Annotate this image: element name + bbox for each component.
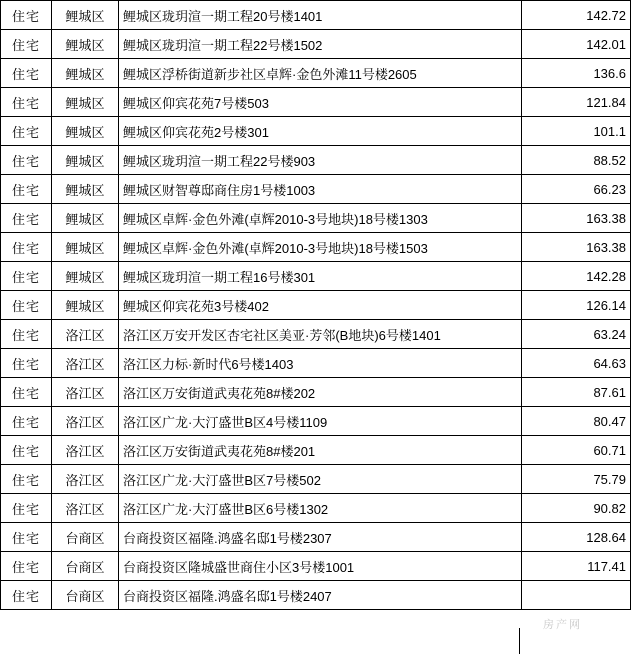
table-row[interactable] bbox=[1, 59, 631, 88]
cell-area[interactable]: 90.82 bbox=[522, 494, 631, 523]
table-row[interactable] bbox=[1, 552, 631, 581]
cell-type[interactable]: 住宅 bbox=[1, 523, 52, 552]
cell-area[interactable]: 163.38 bbox=[522, 233, 631, 262]
cell-address[interactable]: 洛江区万安开发区杏宅社区美亚·芳邻(B地块)6号楼1401 bbox=[119, 320, 522, 349]
cell-type[interactable]: 住宅 bbox=[1, 175, 52, 204]
table-row[interactable] bbox=[1, 291, 631, 320]
cell-district[interactable]: 洛江区 bbox=[52, 378, 119, 407]
table-row[interactable] bbox=[1, 30, 631, 59]
cell-address[interactable]: 台商投资区福隆.鸿盛名邸1号楼2407 bbox=[119, 581, 522, 610]
cell-district[interactable]: 鲤城区 bbox=[52, 1, 119, 30]
table-row[interactable] bbox=[1, 581, 631, 610]
cell-district[interactable]: 鲤城区 bbox=[52, 175, 119, 204]
cell-area[interactable]: 101.1 bbox=[522, 117, 631, 146]
cell-area[interactable]: 136.6 bbox=[522, 59, 631, 88]
cell-area[interactable]: 117.41 bbox=[522, 552, 631, 581]
cell-district[interactable]: 洛江区 bbox=[52, 494, 119, 523]
text-cursor bbox=[519, 628, 520, 654]
cell-type[interactable]: 住宅 bbox=[1, 552, 52, 581]
cell-address[interactable]: 鲤城区珑玥渲一期工程20号楼1401 bbox=[119, 1, 522, 30]
table-body bbox=[1, 1, 631, 610]
cell-type[interactable]: 住宅 bbox=[1, 59, 52, 88]
table-row[interactable] bbox=[1, 175, 631, 204]
cell-address[interactable]: 洛江区广龙·大汀盛世B区7号楼502 bbox=[119, 465, 522, 494]
cell-type[interactable]: 住宅 bbox=[1, 581, 52, 610]
cell-district[interactable]: 洛江区 bbox=[52, 407, 119, 436]
cell-type[interactable]: 住宅 bbox=[1, 117, 52, 146]
cell-area[interactable]: 75.79 bbox=[522, 465, 631, 494]
cell-type[interactable]: 住宅 bbox=[1, 262, 52, 291]
cell-type[interactable]: 住宅 bbox=[1, 88, 52, 117]
cell-type[interactable]: 住宅 bbox=[1, 436, 52, 465]
cell-area[interactable]: 121.84 bbox=[522, 88, 631, 117]
cell-district[interactable]: 台商区 bbox=[52, 581, 119, 610]
cell-district[interactable]: 鲤城区 bbox=[52, 204, 119, 233]
cell-area[interactable]: 64.63 bbox=[522, 349, 631, 378]
cell-district[interactable]: 洛江区 bbox=[52, 320, 119, 349]
cell-address[interactable]: 鲤城区仰宾花苑7号楼503 bbox=[119, 88, 522, 117]
table-row[interactable] bbox=[1, 204, 631, 233]
cell-district[interactable]: 洛江区 bbox=[52, 349, 119, 378]
cell-address[interactable]: 鲤城区仰宾花苑2号楼301 bbox=[119, 117, 522, 146]
table-row[interactable] bbox=[1, 88, 631, 117]
cell-address[interactable]: 鲤城区珑玥渲一期工程22号楼1502 bbox=[119, 30, 522, 59]
table-row[interactable] bbox=[1, 262, 631, 291]
cell-area[interactable]: 128.64 bbox=[522, 523, 631, 552]
cell-district[interactable]: 台商区 bbox=[52, 523, 119, 552]
cell-district[interactable]: 鲤城区 bbox=[52, 117, 119, 146]
cell-area[interactable]: 80.47 bbox=[522, 407, 631, 436]
cell-type[interactable]: 住宅 bbox=[1, 349, 52, 378]
cell-district[interactable]: 鲤城区 bbox=[52, 59, 119, 88]
watermark: 房产网 bbox=[543, 619, 582, 631]
cell-district[interactable]: 鲤城区 bbox=[52, 262, 119, 291]
cell-district[interactable]: 鲤城区 bbox=[52, 233, 119, 262]
cell-address[interactable]: 洛江区力标·新时代6号楼1403 bbox=[119, 349, 522, 378]
cell-type[interactable]: 住宅 bbox=[1, 407, 52, 436]
table-row[interactable] bbox=[1, 146, 631, 175]
cell-type[interactable]: 住宅 bbox=[1, 30, 52, 59]
cell-district[interactable]: 鲤城区 bbox=[52, 146, 119, 175]
cell-address[interactable]: 洛江区万安街道武夷花苑8#楼201 bbox=[119, 436, 522, 465]
table-row[interactable] bbox=[1, 349, 631, 378]
cell-area[interactable]: 163.38 bbox=[522, 204, 631, 233]
cell-area[interactable]: 66.23 bbox=[522, 175, 631, 204]
cell-type[interactable]: 住宅 bbox=[1, 204, 52, 233]
cell-area[interactable]: 142.28 bbox=[522, 262, 631, 291]
cell-type[interactable]: 住宅 bbox=[1, 494, 52, 523]
table-row[interactable] bbox=[1, 1, 631, 30]
cell-type[interactable]: 住宅 bbox=[1, 146, 52, 175]
cell-type[interactable]: 住宅 bbox=[1, 233, 52, 262]
cell-address[interactable]: 鲤城区仰宾花苑3号楼402 bbox=[119, 291, 522, 320]
cell-district[interactable]: 洛江区 bbox=[52, 436, 119, 465]
cell-address[interactable]: 台商投资区隆城盛世商住小区3号楼1001 bbox=[119, 552, 522, 581]
cell-address[interactable]: 洛江区万安街道武夷花苑8#楼202 bbox=[119, 378, 522, 407]
cell-area[interactable]: 88.52 bbox=[522, 146, 631, 175]
cell-type[interactable]: 住宅 bbox=[1, 465, 52, 494]
cell-address[interactable]: 鲤城区珑玥渲一期工程16号楼301 bbox=[119, 262, 522, 291]
cell-type[interactable]: 住宅 bbox=[1, 320, 52, 349]
cell-district[interactable]: 台商区 bbox=[52, 552, 119, 581]
table-row[interactable] bbox=[1, 320, 631, 349]
cell-district[interactable]: 洛江区 bbox=[52, 465, 119, 494]
table-row[interactable] bbox=[1, 494, 631, 523]
cell-area[interactable]: 142.72 bbox=[522, 1, 631, 30]
table-row[interactable] bbox=[1, 378, 631, 407]
cell-address[interactable]: 鲤城区浮桥街道新步社区卓辉·金色外滩11号楼2605 bbox=[119, 59, 522, 88]
cell-type[interactable]: 住宅 bbox=[1, 1, 52, 30]
cell-address[interactable]: 鲤城区卓辉·金色外滩(卓辉2010-3号地块)18号楼1503 bbox=[119, 233, 522, 262]
cell-address[interactable]: 鲤城区卓辉·金色外滩(卓辉2010-3号地块)18号楼1303 bbox=[119, 204, 522, 233]
cell-area[interactable]: 142.01 bbox=[522, 30, 631, 59]
table-row[interactable] bbox=[1, 233, 631, 262]
cell-area[interactable]: 63.24 bbox=[522, 320, 631, 349]
cell-district[interactable]: 鲤城区 bbox=[52, 88, 119, 117]
cell-area[interactable]: 60.71 bbox=[522, 436, 631, 465]
cell-area[interactable]: 126.14 bbox=[522, 291, 631, 320]
table-row[interactable] bbox=[1, 436, 631, 465]
cell-address[interactable]: 洛江区广龙·大汀盛世B区4号楼1109 bbox=[119, 407, 522, 436]
cell-type[interactable]: 住宅 bbox=[1, 291, 52, 320]
cell-district[interactable]: 鲤城区 bbox=[52, 30, 119, 59]
cell-type[interactable]: 住宅 bbox=[1, 378, 52, 407]
cell-district[interactable]: 鲤城区 bbox=[52, 291, 119, 320]
table-row[interactable] bbox=[1, 465, 631, 494]
cell-address[interactable]: 鲤城区财智尊邸商住房1号楼1003 bbox=[119, 175, 522, 204]
cell-address[interactable]: 鲤城区珑玥渲一期工程22号楼903 bbox=[119, 146, 522, 175]
cell-area[interactable] bbox=[522, 581, 631, 610]
table-row[interactable] bbox=[1, 523, 631, 552]
table-row[interactable] bbox=[1, 117, 631, 146]
cell-area[interactable]: 87.61 bbox=[522, 378, 631, 407]
cell-address[interactable]: 台商投资区福隆.鸿盛名邸1号楼2307 bbox=[119, 523, 522, 552]
cell-address[interactable]: 洛江区广龙·大汀盛世B区6号楼1302 bbox=[119, 494, 522, 523]
table-row[interactable] bbox=[1, 407, 631, 436]
